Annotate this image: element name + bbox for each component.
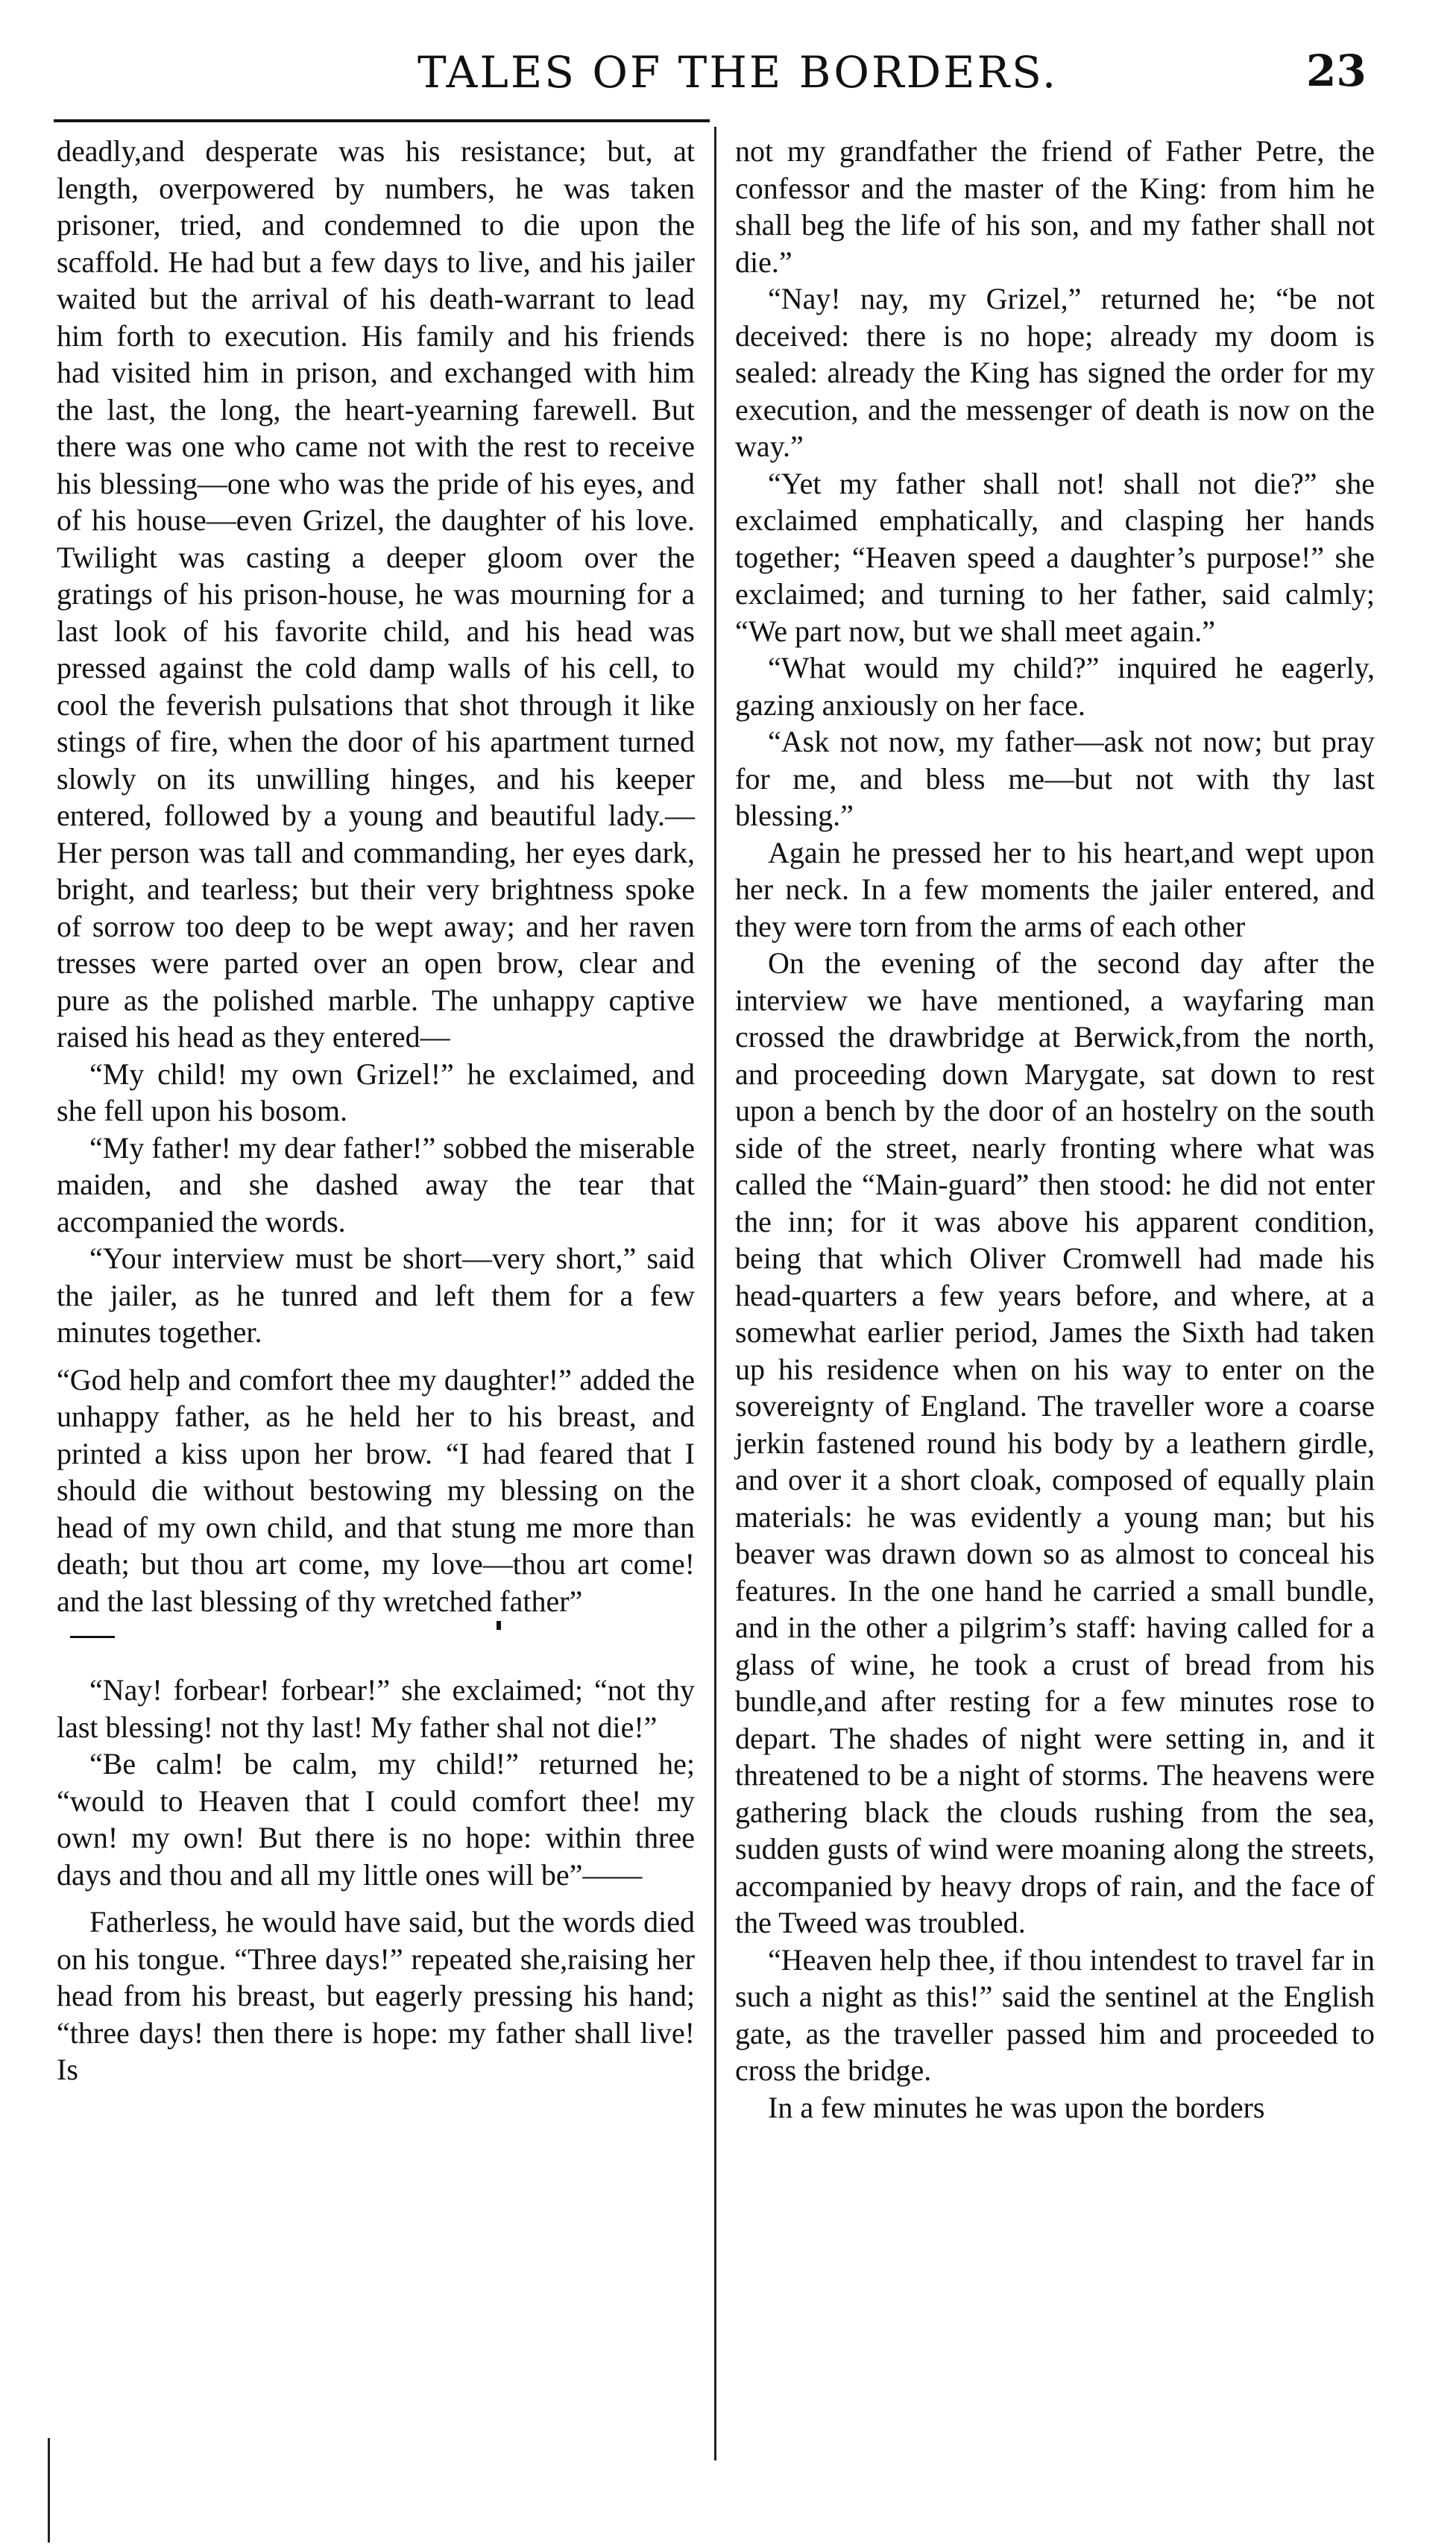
paragraph: “God help and comfort thee my daughter!” added the unhappy father, as he held her to his breast, and printed a kiss upon her brow. “I had feared that I should die without bestowing my blessing on the head of my own child, and that stung me more than death; but thou art come, my love—thou art come! and the last blessing of thy wretched father” [57, 1362, 695, 1618]
paragraph: “Ask not now, my father—ask not now; but pray for me, and bless me—but not with thy last blessing.” [735, 725, 1375, 832]
paragraph: “Heaven help thee, if thou intendest to travel far in such a night as this!” said the sentinel at the English gate, as the traveller passed him and proceeded to cross the bridge. [735, 1942, 1375, 2087]
paragraph: “Your interview must be short—very short,” said the jailer, as he tunred and left them for a few minutes together. [57, 1241, 695, 1349]
paragraph: “Nay! forbear! forbear!” she exclaimed; “not thy last blessing! not thy last! My father shal not die!” [57, 1673, 695, 1744]
column-divider [714, 127, 716, 2460]
right-column [735, 133, 1375, 2126]
section-dash [57, 1619, 695, 1672]
running-head [0, 39, 1456, 106]
paragraph: In a few minutes he was upon the borders [768, 2090, 1265, 2124]
paragraph: Again he pressed her to his heart,and wept upon her neck. In a few moments the jailer entered, and they were torn from the arms of each other [735, 835, 1375, 943]
paragraph: “My child! my own Grizel!” he exclaimed, and she fell upon his bosom. [57, 1057, 695, 1127]
paragraph: deadly,and desperate was his resistance; but, at length, overpowered by numbers, he was taken prisoner, tried, and condemned to die upon the scaffold. He had but a few days to live, and his jailer waited but the arrival of his death-warrant to lead him forth to execution. His family and his friends had visited him in prison, and exchanged with him the last, the long, the heart-yearning farewell. But there was one who came not with the rest to receive his blessing—one who was the pride of his eyes, and of his house—even Grizel, the daughter of his love. Twilight was casting a deeper gloom over the gratings of his prison-house, he was mourning for a last look of his favorite child, and his head was pressed against the cold damp walls of his cell, to cool the feverish pulsations that shot through it like stings of fire, when the door of his apartment turned slowly on its unwilling hinges, and his keeper entered, followed by a young and beautiful lady.—Her person was tall and commanding, her eyes dark, bright, and tearless; but their very brightness spoke of sorrow too deep to be wept away; and her raven tresses were parted over an open brow, clear and pure as the polished marble. The unhappy captive raised his head as they entered— [57, 134, 695, 1054]
page-number: 23 [1306, 45, 1367, 96]
margin-rule [48, 2438, 50, 2543]
paragraph: “Be calm! be calm, my child!” returned he; “would to Heaven that I could comfort thee! my own! my own! But there is no hope: within three days and thou and all my little ones will be”—— [57, 1747, 695, 1892]
paragraph: Fatherless, he would have said, but the words died on his tongue. “Three days!” repeated she,raising her head from his breast, but eagerly pressing his hand; “three days! then there is hope: my father shall live! Is [57, 1905, 695, 2086]
left-column [57, 133, 695, 2088]
running-title: TALES OF THE BORDERS. [417, 47, 1059, 98]
paragraph: not my grandfather the friend of Father Petre, the confessor and the master of the King: from him he shall beg the life of his son, and my father shall not die.” [735, 134, 1375, 279]
paragraph: “What would my child?” inquired he eagerly, gazing anxiously on her face. [735, 651, 1375, 722]
paragraph: “Yet my father shall not! shall not die?” she exclaimed emphatically, and clasping her hands together; “Heaven speed a daughter’s purpose!” she exclaimed; and turning to her father, said calmly; “We part now, but we shall meet again.” [735, 466, 1375, 648]
header-rule [54, 119, 710, 122]
paragraph: “My father! my dear father!” sobbed the miserable maiden, and she dashed away the tear that accompanied the words. [57, 1130, 695, 1238]
paragraph: “Nay! nay, my Grizel,” returned he; “be not deceived: there is no hope; already my doom is sealed: already the King has signed the order for my execution, and the messenger of death is now on the way.” [735, 282, 1375, 463]
paragraph: On the evening of the second day after the interview we have mentioned, a wayfaring man crossed the drawbridge at Berwick,from the north, and proceeding down Marygate, sat down to rest upon a bench by the door of an hostelry on the south side of the street, nearly fronting where what was called the “Main-guard” then stood: he did not enter the inn; for it was above his apparent condition, being that which Oliver Cromwell had made his head-quarters a few years before, and where, at a somewhat earlier period, James the Sixth had taken up his residence when on his way to enter on the sovereignty of England. The traveller wore a coarse jerkin fastened round his body by a leathern girdle, and over it a short cloak, composed of equally plain materials: he was evidently a young man; but his beaver was drawn down so as almost to conceal his features. In the one hand he carried a small bundle, and in the other a pilgrim’s staff: having called for a glass of wine, he took a crust of bread from his bundle,and after resting for a few minutes rose to depart. The shades of night were setting in, and it threatened to be a night of storms. The heavens were gathering black the clouds rushing from the sea, sudden gusts of wind were moaning along the streets, accompanied by heavy drops of rain, and the face of the Tweed was troubled. [735, 946, 1375, 1939]
